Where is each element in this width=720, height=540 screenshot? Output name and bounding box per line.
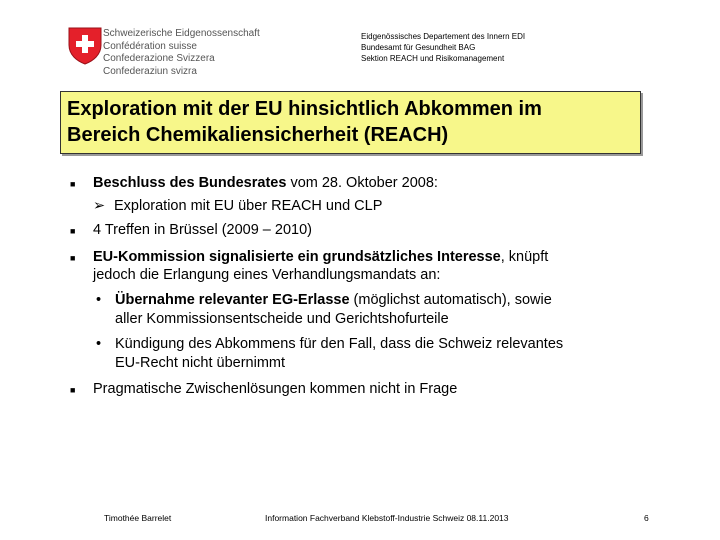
square-bullet-icon: ■ — [70, 385, 76, 395]
list-item-continuation: jedoch die Erlangung eines Verhandlungsmandats an: — [93, 267, 441, 283]
office-line: Bundesamt für Gesundheit BAG — [361, 43, 476, 52]
title-line-2: Bereich Chemikaliensicherheit (REACH) — [67, 124, 449, 146]
list-item: 4 Treffen in Brüssel (2009 – 2010) — [93, 222, 312, 238]
dot-bullet-icon: • — [96, 336, 102, 352]
item3-rest: , knüpft — [500, 249, 549, 265]
confederation-name-fr: Confédération suisse — [103, 40, 197, 52]
square-bullet-icon: ■ — [70, 253, 76, 263]
list-item — [93, 248, 548, 267]
item1-bold: Beschluss des Bundesrates — [93, 175, 287, 191]
list-item — [93, 174, 438, 193]
confederation-name-de: Schweizerische Eidgenossenschaft — [103, 28, 260, 39]
confederation-name-it: Confederazione Svizzera — [103, 53, 215, 64]
sub-list-item: Exploration mit EU über REACH und CLP — [114, 198, 383, 214]
item3-sub1-bold: Übernahme relevanter EG-Erlasse — [115, 292, 350, 308]
dot-bullet-icon: • — [96, 292, 102, 308]
sub-list-item-continuation: aller Kommissionsentscheide und Gerichtshofurteile — [115, 311, 449, 327]
title-line-1: Exploration mit der EU hinsichtlich Abkommen im — [67, 98, 542, 120]
sub-list-item — [115, 291, 552, 310]
footer-event: Information Fachverband Klebstoff-Industrie Schweiz 08.11.2013 — [265, 513, 509, 523]
footer-author: Timothée Barrelet — [104, 513, 172, 523]
item3-bold: EU-Kommission signalisierte ein grundsätzliches Interesse — [93, 249, 501, 265]
item3-sub1-rest: (möglichst automatisch), sowie — [349, 292, 552, 308]
page-number: 6 — [644, 513, 649, 523]
item1-rest: vom 28. Oktober 2008: — [286, 175, 438, 191]
square-bullet-icon: ■ — [70, 179, 76, 189]
list-item: Pragmatische Zwischenlösungen kommen nicht in Frage — [93, 381, 458, 397]
confederation-name-rm: Confederaziun svizra — [103, 65, 197, 77]
sub-list-item: Kündigung des Abkommens für den Fall, dass die Schweiz relevantes — [115, 336, 564, 352]
square-bullet-icon: ■ — [70, 226, 76, 236]
department-line: Eidgenössisches Departement des Innern EDI — [361, 32, 526, 41]
section-line: Sektion REACH und Risikomanagement — [361, 54, 505, 63]
sub-list-item-continuation: EU-Recht nicht übernimmt — [115, 355, 286, 371]
arrow-bullet-icon: ➢ — [93, 198, 106, 214]
